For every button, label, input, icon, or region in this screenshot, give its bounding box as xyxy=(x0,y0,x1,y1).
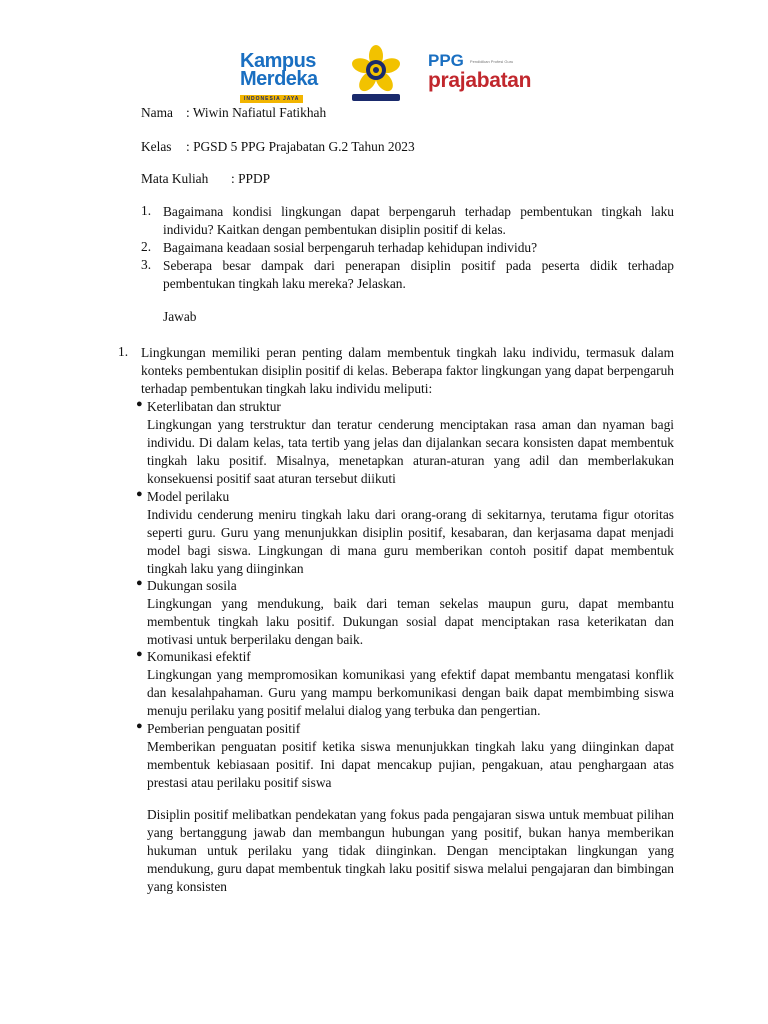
university-emblem-icon xyxy=(344,44,408,104)
name-label: Nama xyxy=(141,105,173,120)
question-number: 3. xyxy=(141,257,152,272)
question-item xyxy=(141,239,674,257)
bullet-body: Lingkungan yang mendukung, baik dari teman sekelas maupun guru, dapat membantu membentuk tingkah laku positif. Dukungan sosial dapat menciptakan rasa keterikatan dan motivasi untuk berperilaku dengan baik. xyxy=(147,596,674,647)
bullet-icon: ● xyxy=(136,488,143,500)
kampus-merdeka-tag: INDONESIA JAYA xyxy=(240,95,303,103)
kampus-merdeka-line2: Merdeka xyxy=(240,68,318,90)
bullet-item xyxy=(136,398,674,488)
kampus-merdeka-logo xyxy=(240,52,340,100)
bullet-heading: Pemberian penguatan positif xyxy=(147,721,301,736)
bullet-body: Lingkungan yang terstruktur dan teratur cenderung menciptakan rasa aman dan nyaman bagi individu. Di dalam kelas, tata tertib yang jelas dan dijalankan secara konsisten dapat membentuk tingkah laku positif. Misalnya, menetapkan aturan-aturan yang adil dan memberlakukan konsekuensi positif saat aturan tersebut diikuti xyxy=(147,417,674,486)
answer-item xyxy=(118,344,674,398)
bullet-body: Memberikan penguatan positif ketika siswa menunjukkan tingkah laku yang diinginkan dapat membentuk kebiasaan positif. Ini dapat mencakup pujian, pengakuan, atau penghargaan atas prestasi atau perilaku positif siswa xyxy=(147,739,674,790)
question-text: Seberapa besar dampak dari penerapan disiplin positif pada peserta didik terhadap pembentukan tingkah laku mereka? Jelaskan. xyxy=(163,258,674,291)
bullet-heading: Keterlibatan dan struktur xyxy=(147,399,281,414)
class-label: Kelas xyxy=(141,139,172,154)
bullet-heading: Dukungan sosila xyxy=(147,578,237,593)
header-logos xyxy=(0,42,768,104)
bullet-icon: ● xyxy=(136,398,143,410)
bullet-item xyxy=(136,720,674,792)
class-value: : PGSD 5 PPG Prajabatan G.2 Tahun 2023 xyxy=(186,139,415,154)
question-text: Bagaimana keadaan sosial berpengaruh terhadap kehidupan individu? xyxy=(163,240,538,255)
bullet-heading: Model perilaku xyxy=(147,489,230,504)
question-number: 1. xyxy=(141,203,152,218)
ppg-logo xyxy=(428,52,548,98)
closing-paragraph: Disiplin positif melibatkan pendekatan yang fokus pada pengajaran siswa untuk membuat pilihan yang bertanggung jawab dan membangun hubungan yang positif, bukan hanya memberikan hukuman untuk perilaku yang tidak diinginkan. Dengan menciptakan lingkungan yang mendukung, guru dapat membentuk tingkah laku positif siswa melalui pengajaran dan bimbingan yang konsisten xyxy=(147,807,674,894)
course-label: Mata Kuliah xyxy=(141,171,209,186)
bullet-item xyxy=(136,577,674,649)
answer-heading: Jawab xyxy=(163,309,197,324)
bullet-body: Individu cenderung meniru tingkah laku dari orang-orang di sekitarnya, terutama figur otoritas seperti guru. Guru yang menunjukkan disiplin positif, kesabaran, dan kerjasama dapat menjadi model bagi siswa. Lingkungan di mana guru memberikan contoh positif dapat membentuk tingkah laku yang diinginkan xyxy=(147,507,674,576)
question-item xyxy=(141,257,674,293)
question-item xyxy=(141,203,674,239)
answer-number: 1. xyxy=(118,344,129,359)
question-text: Bagaimana kondisi lingkungan dapat berpengaruh terhadap pembentukan tingkah laku individu? Kaitkan dengan pembentukan disiplin positif di kelas. xyxy=(163,204,674,237)
ppg-subtitle: Pendidikan Profesi Guru xyxy=(469,59,514,65)
answer-lead: Lingkungan memiliki peran penting dalam membentuk tingkah laku individu, termasuk dalam konteks pembentukan disiplin positif di kelas. Beberapa faktor lingkungan yang dapat berpengaruh terhadap pembentukan tingkah laku individu meliputi: xyxy=(141,345,674,396)
bullet-item xyxy=(136,488,674,578)
ppg-top-text: PPG xyxy=(428,51,464,70)
course-value: : PPDP xyxy=(231,171,271,186)
bullet-icon: ● xyxy=(136,720,143,732)
question-number: 2. xyxy=(141,239,152,254)
kampus-merdeka-line1: Kampus xyxy=(240,50,316,72)
bullet-heading: Komunikasi efektif xyxy=(147,649,251,664)
ppg-bottom-text: prajabatan xyxy=(428,69,532,92)
bullet-body: Lingkungan yang mempromosikan komunikasi yang efektif dapat membantu mengatasi konflik dan kesalahpahaman. Guru yang mampu berkomunikasi dengan baik dapat membimbing siswa menuju perilaku yang positif melalui dialog yang terbuka dan pengertian. xyxy=(147,667,674,718)
bullet-icon: ● xyxy=(136,648,143,660)
name-value: : Wiwin Nafiatul Fatikhah xyxy=(186,105,327,120)
bullet-icon: ● xyxy=(136,577,143,589)
bullet-item xyxy=(136,648,674,720)
